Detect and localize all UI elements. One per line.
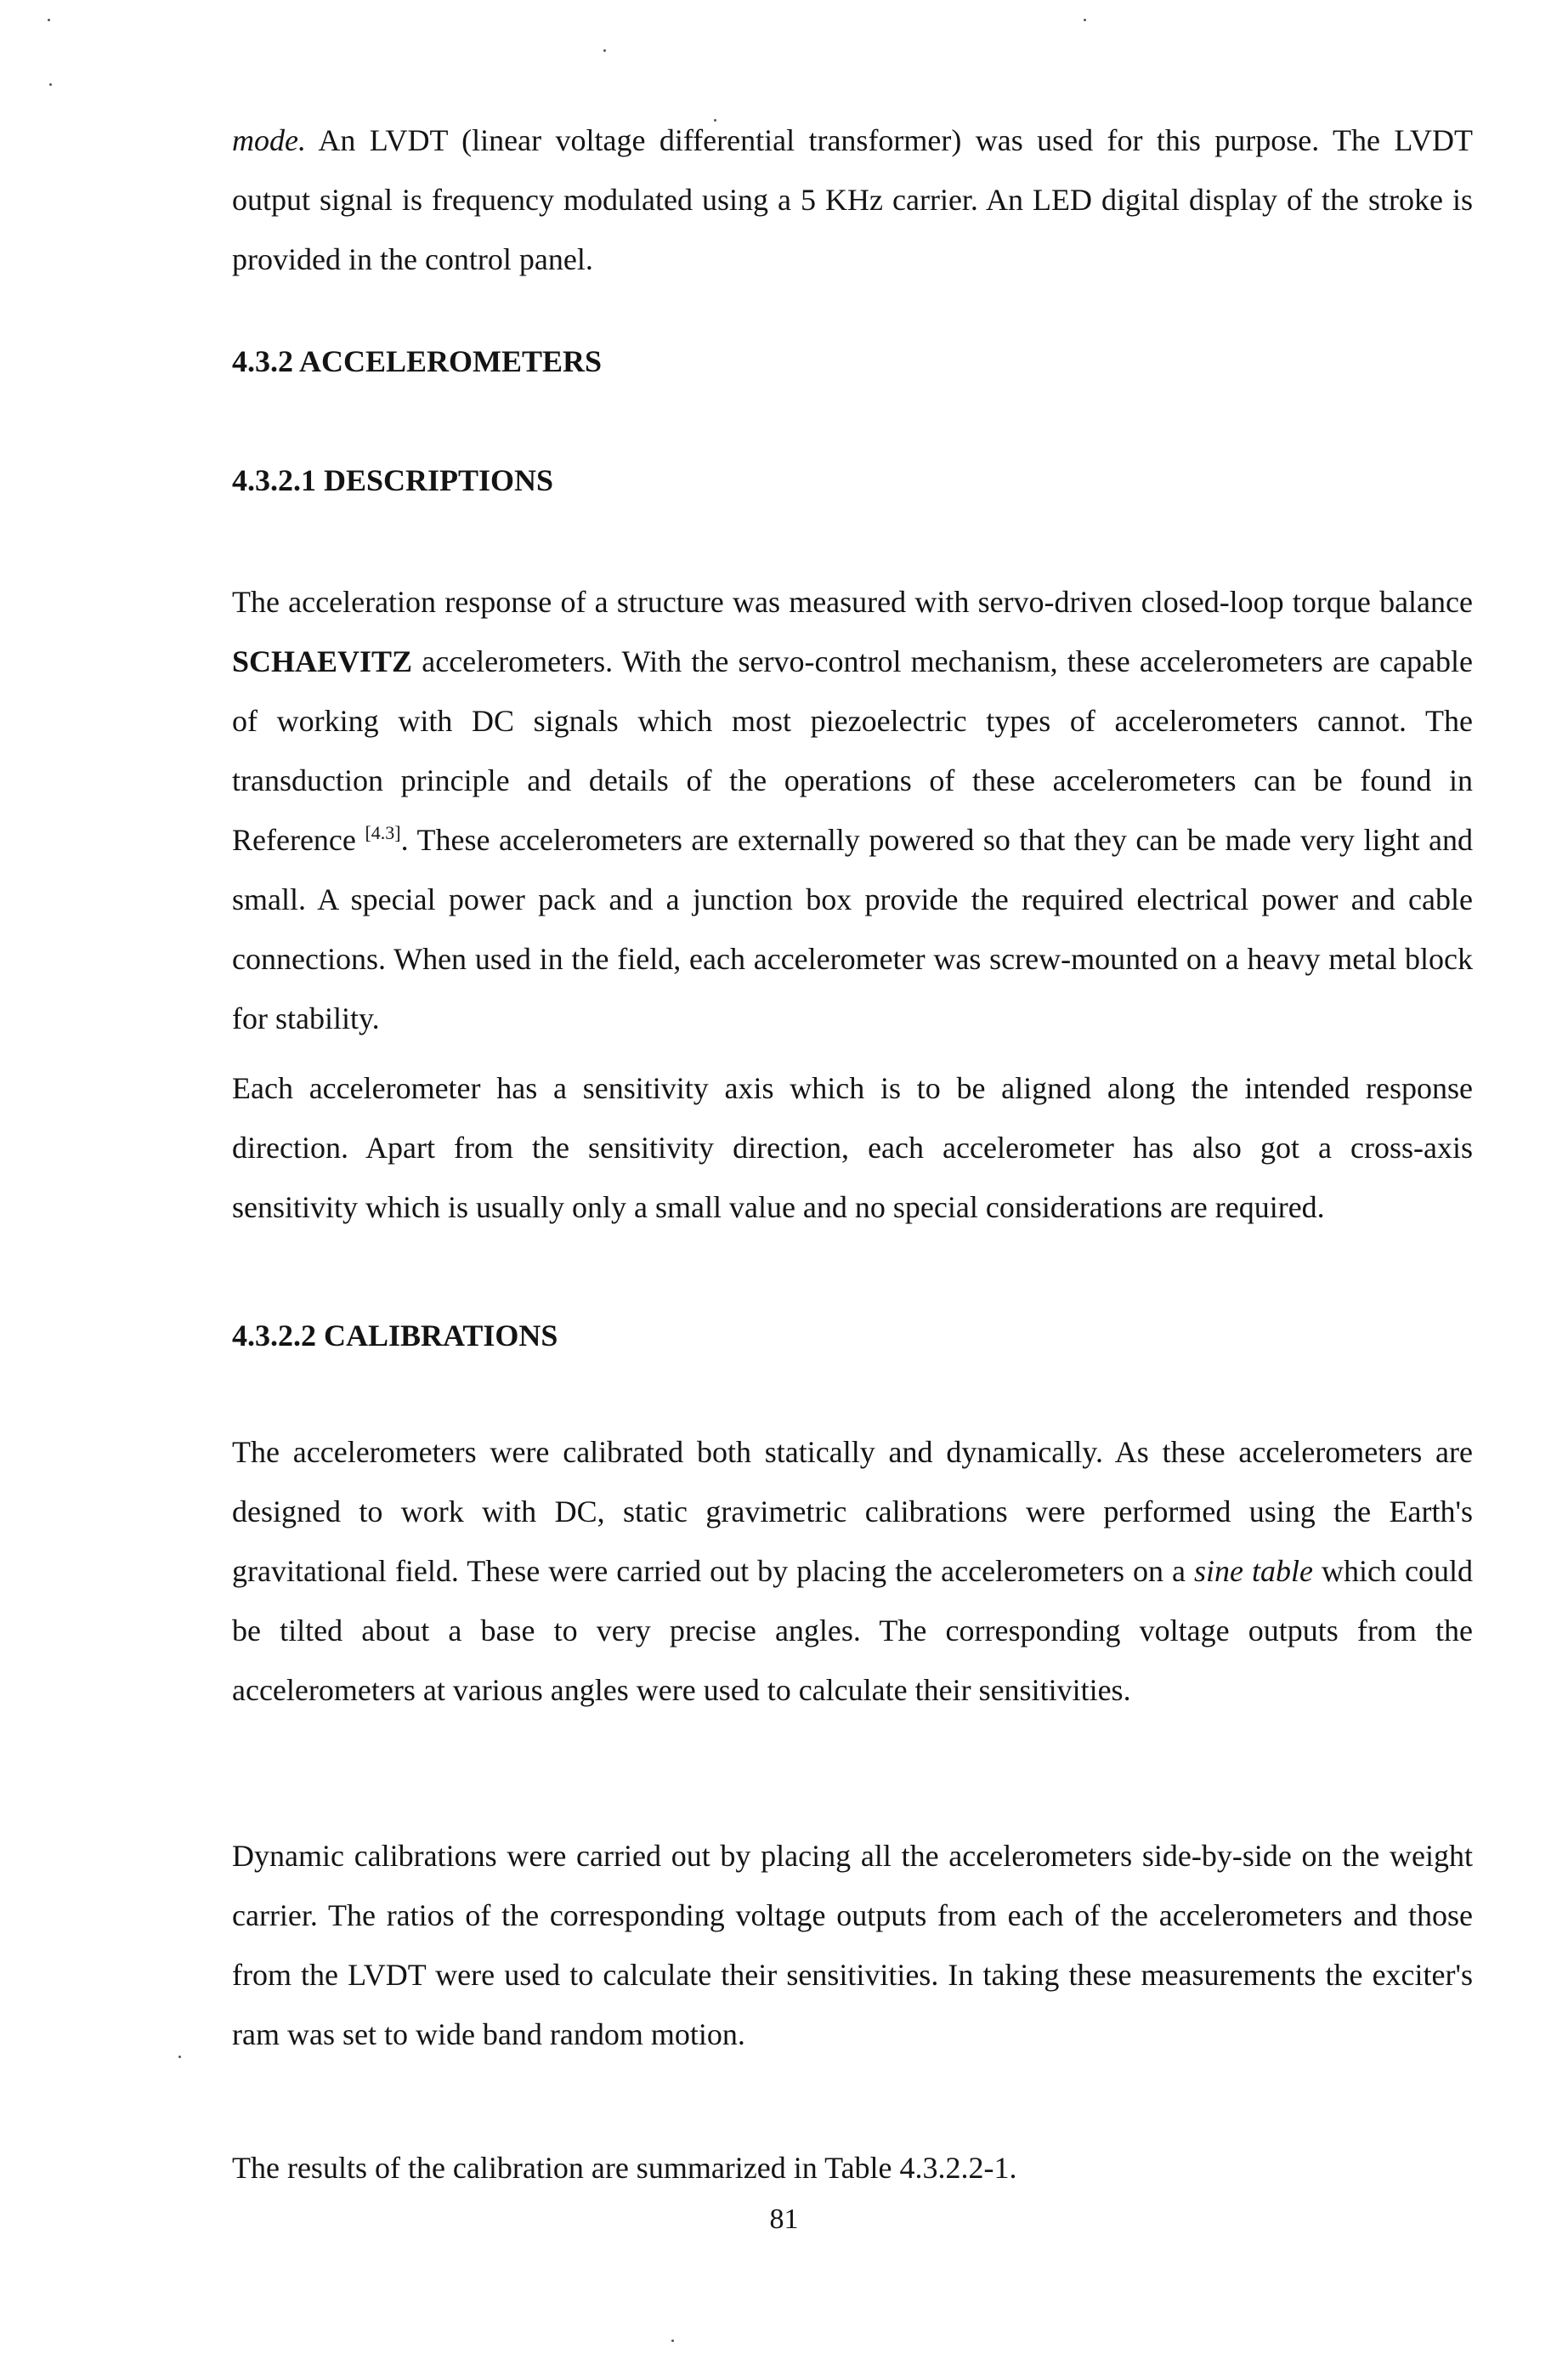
brand-name: SCHAEVITZ [232, 644, 413, 678]
scan-speck [603, 49, 606, 52]
italic-term: sine table [1194, 1554, 1313, 1588]
paragraph-continuation [232, 111, 1473, 289]
paragraph-text: The accelerometers were calibrated both statically and dynamically. As these accelerometers are designed to work with DC, static gravimetric calibrations were performed using the Earth's gravitational field. These were carried out by placing the accelerometers on a [232, 1435, 1473, 1588]
scan-speck [48, 19, 50, 21]
scan-speck [671, 2339, 674, 2342]
lead-italic-text: mode. [232, 123, 306, 157]
paragraph-text: . These accelerometers are externally powered so that they can be made very light and small. A special power pack and a junction box provide the required electrical power and cable connections. When used in the field, each accelerometer was screw-mounted on a heavy metal block for stability. [232, 823, 1473, 1035]
paragraph-dynamic-calibration: Dynamic calibrations were carried out by placing all the accelerometers side-by-side on the weight carrier. The ratios of the corresponding voltage outputs from each of the accelerometers and those from the LVDT were used to calculate their sensitivities. In taking these measurements the exciter's ram was set to wide band random motion. [232, 1839, 1473, 2051]
scan-speck [178, 2056, 181, 2058]
paragraph-text: which could be tilted about a base to very precise angles. The corresponding voltage outputs from the accelerometers at various angles were used to calculate their sensitivities. [232, 1554, 1473, 1707]
paragraph-sensitivity: Each accelerometer has a sensitivity axis which is to be aligned along the intended response direction. Apart from the sensitivity direction, each accelerometer has also got a cross-axis sensitivity which is usually only a small value and no special considerations are required. [232, 1071, 1473, 1224]
paragraph-results: The results of the calibration are summarized in Table 4.3.2.2-1. [232, 2151, 1017, 2185]
paragraph-text: accelerometers. With the servo-control mechanism, these accelerometers are capable of working with DC signals which most piezoelectric types of accelerometers cannot. The transduction principle and details of the operations of these accelerometers can be found in Reference [232, 644, 1473, 857]
scan-speck [1084, 19, 1086, 21]
subsection-heading-calibrations: 4.3.2.2 CALIBRATIONS [232, 1319, 558, 1353]
paragraph-text: An LVDT (linear voltage differential transformer) was used for this purpose. The LVDT output signal is frequency modulated using a 5 KHz carrier. An LED digital display of the stroke is provided in the control panel. [232, 123, 1473, 276]
subsection-heading-descriptions: 4.3.2.1 DESCRIPTIONS [232, 463, 554, 497]
page-number: 81 [769, 2203, 799, 2235]
section-heading-accelerometers: 4.3.2 ACCELEROMETERS [232, 344, 603, 378]
paragraph-static-calibration [232, 1422, 1473, 1720]
scan-speck [49, 83, 52, 86]
reference-citation: [4.3] [365, 822, 401, 843]
paragraph-text: The acceleration response of a structure was measured with servo-driven closed-loop torque balance [232, 585, 1473, 619]
paragraph-descriptions [232, 572, 1473, 1048]
